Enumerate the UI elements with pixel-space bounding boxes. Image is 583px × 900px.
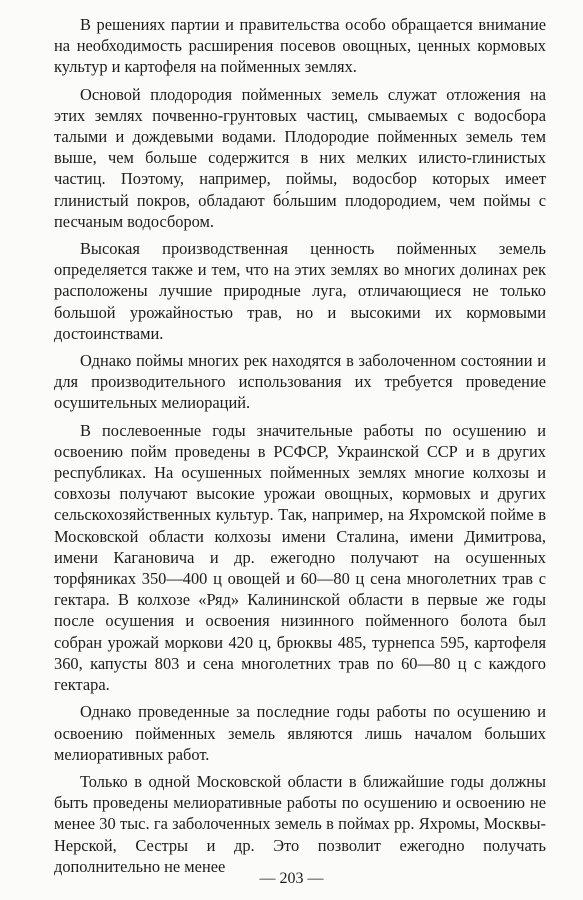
paragraph-7: Только в одной Московской области в ближайшие годы должны быть проведены мелиоративные работы по осушению и освоению не менее 30 тыс. га заболоченных земель в поймах рр. Яхромы, Москвы-Нерской, Сестры и др. Это позволит ежегодно получать дополнительно не менее	[54, 771, 546, 876]
paragraph-6: Однако проведенные за последние годы работы по осушению и освоению пойменных земель являются лишь началом больших мелиоративных работ.	[54, 702, 546, 764]
paragraph-1: В решениях партии и правительства особо обращается внимание на необходимость расширения посевов овощных, ценных кормовых культур и картофеля на пойменных землях.	[54, 15, 546, 77]
body-text	[54, 14, 546, 883]
paragraph-3: Высокая производственная ценность пойменных земель определяется также и тем, что на этих землях во многих долинах рек расположены лучшие природные луга, отличающиеся не только большой урожайностью трав, но и высокими их кормовыми достоинствами.	[54, 239, 546, 343]
paragraph-5: В послевоенные годы значительные работы по осушению и освоению пойм проведены в РСФСР, Украинской ССР и в других республиках. На осушенных пойменных землях многие колхозы и совхозы получают высокие урожаи овощных, кормовых и других сельскохозяйственных культур. Так, например, на Яхромской пойме в Московской области колхозы имени Сталина, имени Димитрова, имени Кагановича и др. ежегодно получают на осушенных торфяниках 350—400 ц овощей и 60—80 ц сена многолетних трав с гектара. В колхозе «Ряд» Калининской области в первые же годы после осушения и освоения низинного пойменного болота был собран урожай моркови 420 ц, брюквы 485, турнепса 595, картофеля 360, капусты 803 и сена многолетних трав по 60—80 ц с каждого гектара.	[54, 420, 546, 695]
paragraph-4: Однако поймы многих рек находятся в заболоченном состоянии и для производительного использования их требуется проведение осушительных мелиораций.	[54, 351, 546, 413]
paragraph-2: Основой плодородия пойменных земель служат отложения на этих землях почвенно-грунтовых частиц, смываемых с водосбора талыми и дождевыми водами. Плодородие пойменных земель тем выше, чем больше содержится в них мелких илисто-глинистых частиц. Поэтому, например, поймы, водосбор которых имеет глинистый покров, обладают бо́льшим плодородием, чем поймы с песчаным водосбором.	[54, 84, 546, 231]
page-number: — 203 —	[259, 870, 324, 887]
